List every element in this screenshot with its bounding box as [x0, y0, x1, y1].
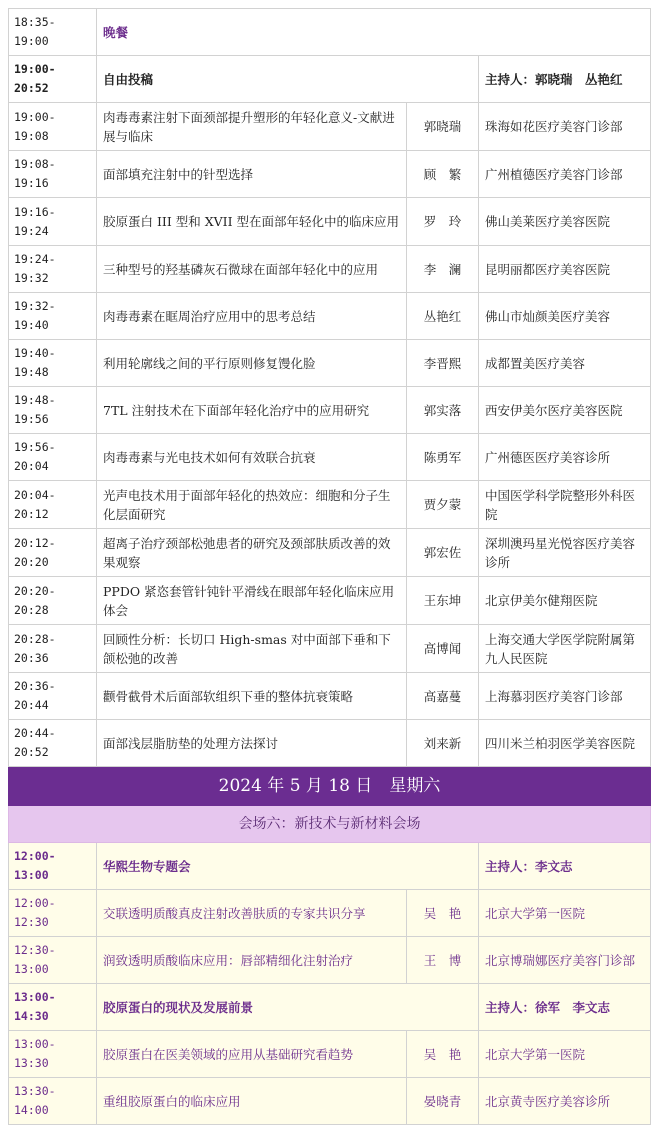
talk-row	[9, 293, 651, 340]
talk-row	[9, 198, 651, 246]
talk-row	[9, 577, 651, 625]
time-cell: 13:00-13:30	[9, 1031, 97, 1078]
time-cell: 20:20-20:28	[9, 577, 97, 625]
talk-title-cell: PPDO 紧恣套管针钝针平滑线在眼部年轻化临床应用体会	[97, 577, 407, 625]
talk-row	[9, 720, 651, 767]
talk-row	[9, 673, 651, 720]
time-cell: 12:30-13:00	[9, 937, 97, 984]
session-title-cell: 自由投稿	[97, 56, 479, 103]
date-banner: 2024 年 5 月 18 日 星期六	[9, 767, 651, 806]
talk-title-cell: 面部填充注射中的针型选择	[97, 151, 407, 198]
talk-row	[9, 387, 651, 434]
speaker-cell: 罗 玲	[407, 198, 479, 246]
talk-row	[9, 625, 651, 673]
speaker-cell: 顾 繁	[407, 151, 479, 198]
org-cell: 昆明丽都医疗美容医院	[479, 246, 651, 293]
speaker-cell: 贾夕蒙	[407, 481, 479, 529]
speaker-cell: 高博闻	[407, 625, 479, 673]
time-cell: 20:04-20:12	[9, 481, 97, 529]
org-cell: 成都置美医疗美容	[479, 340, 651, 387]
org-cell: 北京博瑞娜医疗美容门诊部	[479, 937, 651, 984]
time-cell: 19:48-19:56	[9, 387, 97, 434]
talk-title-cell: 交联透明质酸真皮注射改善肤质的专家共识分享	[97, 890, 407, 937]
time-cell: 20:44-20:52	[9, 720, 97, 767]
speaker-cell: 高嘉蔓	[407, 673, 479, 720]
host-cell: 主持人：郭晓瑞 丛艳红	[479, 56, 651, 103]
speaker-cell: 王东坤	[407, 577, 479, 625]
talk-title-cell: 7TL 注射技术在下面部年轻化治疗中的应用研究	[97, 387, 407, 434]
time-cell: 13:00-14:30	[9, 984, 97, 1031]
speaker-cell: 丛艳红	[407, 293, 479, 340]
talk-title-cell: 肉毒毒素在眶周治疗应用中的思考总结	[97, 293, 407, 340]
time-cell: 19:40-19:48	[9, 340, 97, 387]
org-cell: 深圳澳玛星光悦容医疗美容诊所	[479, 529, 651, 577]
talk-title-cell: 胶原蛋白 III 型和 XVII 型在面部年轻化中的临床应用	[97, 198, 407, 246]
time-cell: 19:32-19:40	[9, 293, 97, 340]
org-cell: 佛山美莱医疗美容医院	[479, 198, 651, 246]
time-cell: 12:00-12:30	[9, 890, 97, 937]
speaker-cell: 李 澜	[407, 246, 479, 293]
talk-row	[9, 890, 651, 937]
speaker-cell: 郭宏佐	[407, 529, 479, 577]
talk-title-cell: 颧骨截骨术后面部软组织下垂的整体抗衰策略	[97, 673, 407, 720]
talk-title-cell: 润致透明质酸临床应用：唇部精细化注射治疗	[97, 937, 407, 984]
talk-row	[9, 246, 651, 293]
talk-row	[9, 529, 651, 577]
speaker-cell: 吴 艳	[407, 1031, 479, 1078]
org-cell: 上海慕羽医疗美容门诊部	[479, 673, 651, 720]
host-cell: 主持人：李文志	[479, 843, 651, 890]
session-header-row	[9, 984, 651, 1031]
meal-row	[9, 9, 651, 56]
talk-title-cell: 光声电技术用于面部年轻化的热效应：细胞和分子生化层面研究	[97, 481, 407, 529]
org-cell: 广州德医医疗美容诊所	[479, 434, 651, 481]
talk-row	[9, 481, 651, 529]
talk-row	[9, 434, 651, 481]
time-cell: 20:28-20:36	[9, 625, 97, 673]
time-cell: 19:00-20:52	[9, 56, 97, 103]
speaker-cell: 郭实落	[407, 387, 479, 434]
schedule-sheet	[8, 8, 650, 1125]
talk-title-cell: 利用轮廓线之间的平行原则修复馒化脸	[97, 340, 407, 387]
session-title-cell: 胶原蛋白的现状及发展前景	[97, 984, 479, 1031]
time-cell: 12:00-13:00	[9, 843, 97, 890]
speaker-cell: 吴 艳	[407, 890, 479, 937]
speaker-cell: 刘来新	[407, 720, 479, 767]
time-cell: 19:16-19:24	[9, 198, 97, 246]
talk-title-cell: 面部浅层脂肪垫的处理方法探讨	[97, 720, 407, 767]
talk-row	[9, 340, 651, 387]
speaker-cell: 陈勇军	[407, 434, 479, 481]
org-cell: 北京大学第一医院	[479, 890, 651, 937]
talk-title-cell: 肉毒毒素注射下面颈部提升塑形的年轻化意义-文献进展与临床	[97, 103, 407, 151]
talk-title-cell: 肉毒毒素与光电技术如何有效联合抗衰	[97, 434, 407, 481]
talk-row	[9, 1031, 651, 1078]
speaker-cell: 郭晓瑞	[407, 103, 479, 151]
venue-banner-row	[9, 806, 651, 843]
time-cell: 18:35-19:00	[9, 9, 97, 56]
org-cell: 四川米兰柏羽医学美容医院	[479, 720, 651, 767]
talk-title-cell: 超离子治疗颈部松弛患者的研究及颈部肤质改善的效果观察	[97, 529, 407, 577]
org-cell: 佛山市灿颜美医疗美容	[479, 293, 651, 340]
talk-row	[9, 1078, 651, 1125]
talk-row	[9, 103, 651, 151]
venue-banner: 会场六：新技术与新材料会场	[9, 806, 651, 843]
time-cell: 20:36-20:44	[9, 673, 97, 720]
host-cell: 主持人：徐军 李文志	[479, 984, 651, 1031]
org-cell: 上海交通大学医学院附属第九人民医院	[479, 625, 651, 673]
org-cell: 北京伊美尔健翔医院	[479, 577, 651, 625]
date-banner-row	[9, 767, 651, 806]
talk-row	[9, 937, 651, 984]
speaker-cell: 王 博	[407, 937, 479, 984]
org-cell: 中国医学科学院整形外科医院	[479, 481, 651, 529]
talk-row	[9, 151, 651, 198]
talk-title-cell: 胶原蛋白在医美领域的应用从基础研究看趋势	[97, 1031, 407, 1078]
session-header-row	[9, 56, 651, 103]
org-cell: 北京黄寺医疗美容诊所	[479, 1078, 651, 1125]
talk-title-cell: 回顾性分析：长切口 High-smas 对中面部下垂和下颌松弛的改善	[97, 625, 407, 673]
time-cell: 19:00-19:08	[9, 103, 97, 151]
time-cell: 19:24-19:32	[9, 246, 97, 293]
session-title-cell: 华熙生物专题会	[97, 843, 479, 890]
session-header-row	[9, 843, 651, 890]
time-cell: 19:56-20:04	[9, 434, 97, 481]
schedule-table	[8, 8, 651, 1125]
speaker-cell: 李晋熙	[407, 340, 479, 387]
org-cell: 广州植德医疗美容门诊部	[479, 151, 651, 198]
talk-title-cell: 重组胶原蛋白的临床应用	[97, 1078, 407, 1125]
speaker-cell: 晏晓青	[407, 1078, 479, 1125]
org-cell: 西安伊美尔医疗美容医院	[479, 387, 651, 434]
org-cell: 珠海如花医疗美容门诊部	[479, 103, 651, 151]
org-cell: 北京大学第一医院	[479, 1031, 651, 1078]
talk-title-cell: 三种型号的羟基磷灰石微球在面部年轻化中的应用	[97, 246, 407, 293]
time-cell: 13:30-14:00	[9, 1078, 97, 1125]
time-cell: 19:08-19:16	[9, 151, 97, 198]
time-cell: 20:12-20:20	[9, 529, 97, 577]
title-cell: 晚餐	[97, 9, 651, 56]
